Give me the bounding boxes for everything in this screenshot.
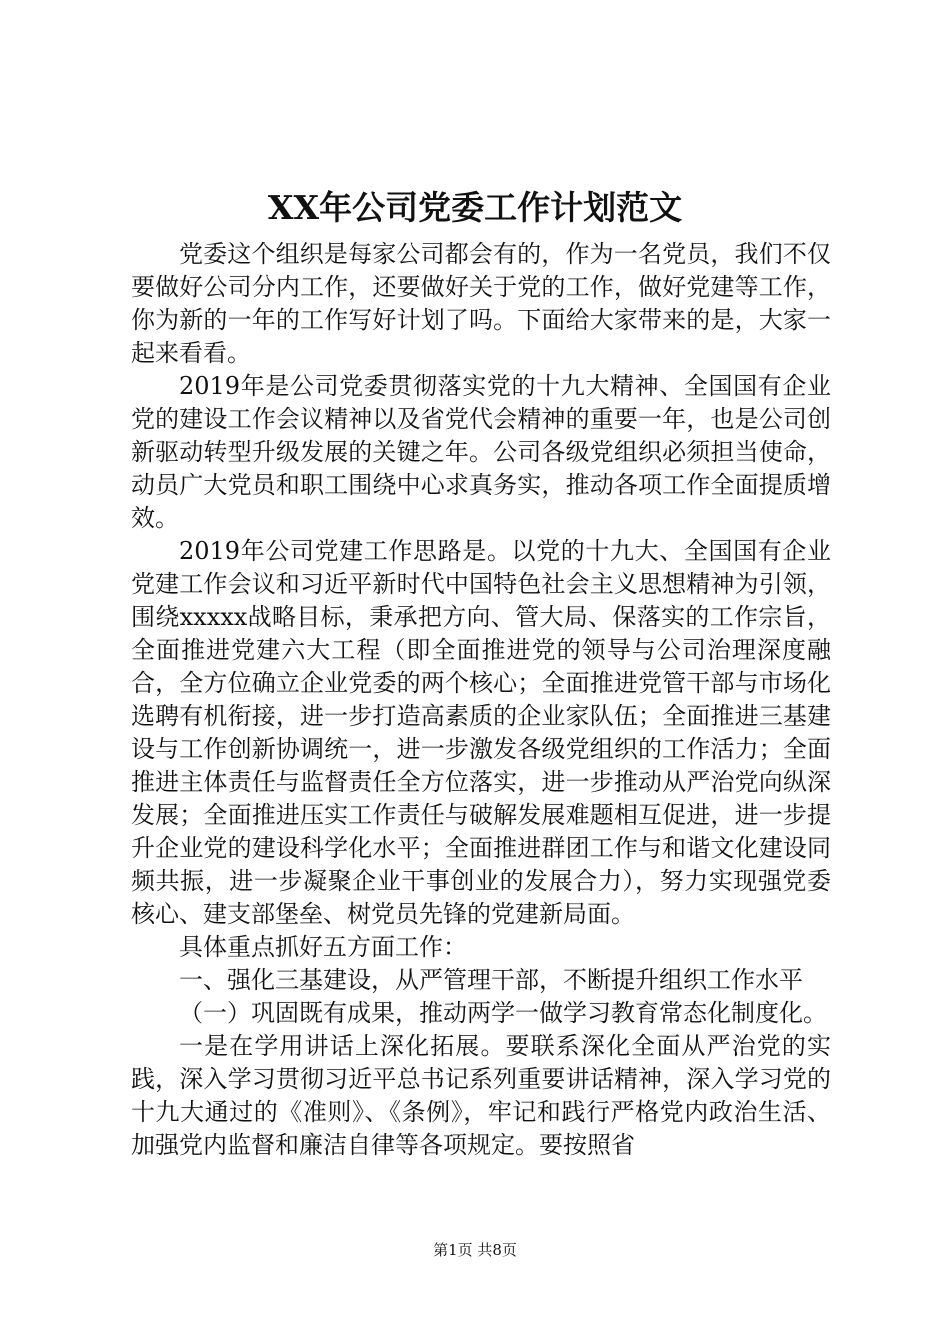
page-footer: 第1页 共8页 (433, 1241, 517, 1259)
section-heading-1: 一、强化三基建设，从严管理干部，不断提升组织工作水平 (179, 966, 803, 994)
page-title: XX年公司党委工作计划范文 (267, 188, 683, 227)
paragraph-key-tasks: 具体重点抓好五方面工作： (179, 933, 467, 961)
paragraph-intro: 党委这个组织是每家公司都会有的，作为一名党员，我们不仅要做好公司分内工作，还要做好关于党的工作，做好党建等工作，你为新的一年的工作写好计划了吗。下面给大家带来的是，大家一起来看看。 (131, 240, 831, 367)
subsection-heading-1-1: （一）巩固既有成果，推动两学一做学习教育常态化制度化。 (179, 999, 827, 1027)
paragraph-point-1: 一是在学用讲话上深化拓展。要联系深化全面从严治党的实践，深入学习贯彻习近平总书记系列重要讲话精神，深入学习党的十九大通过的《准则》、《条例》，牢记和践行严格党内政治生活、加强党内监督和廉洁自律等各项规定。要按照省 (131, 1032, 831, 1159)
document-body (131, 238, 831, 1162)
paragraph-2019-approach: 2019年公司党建工作思路是。以党的十九大、全国国有企业党建工作会议和习近平新时代中国特色社会主义思想精神为引领，围绕xxxxx战略目标，秉承把方向、管大局、保落实的工作宗旨，全面推进党建六大工程（即全面推进党的领导与公司治理深度融合，全方位确立企业党委的两个核心；全面推进党管干部与市场化选聘有机衔接，进一步打造高素质的企业家队伍；全面推进三基建设与工作创新协调统一，进一步激发各级党组织的工作活力；全面推进主体责任与监督责任全方位落实，进一步推动从严治党向纵深发展；全面推进压实工作责任与破解发展难题相互促进，进一步提升企业党的建设科学化水平；全面推进群团工作与和谐文化建设同频共振，进一步凝聚企业干事创业的发展合力），努力实现强党委核心、建支部堡垒、树党员先锋的党建新局面。 (131, 537, 831, 928)
paragraph-2019-overview: 2019年是公司党委贯彻落实党的十九大精神、全国国有企业党的建设工作会议精神以及省党代会精神的重要一年，也是公司创新驱动转型升级发展的关键之年。公司各级党组织必须担当使命，动员广大党员和职工围绕中心求真务实，推动各项工作全面提质增效。 (131, 372, 831, 532)
